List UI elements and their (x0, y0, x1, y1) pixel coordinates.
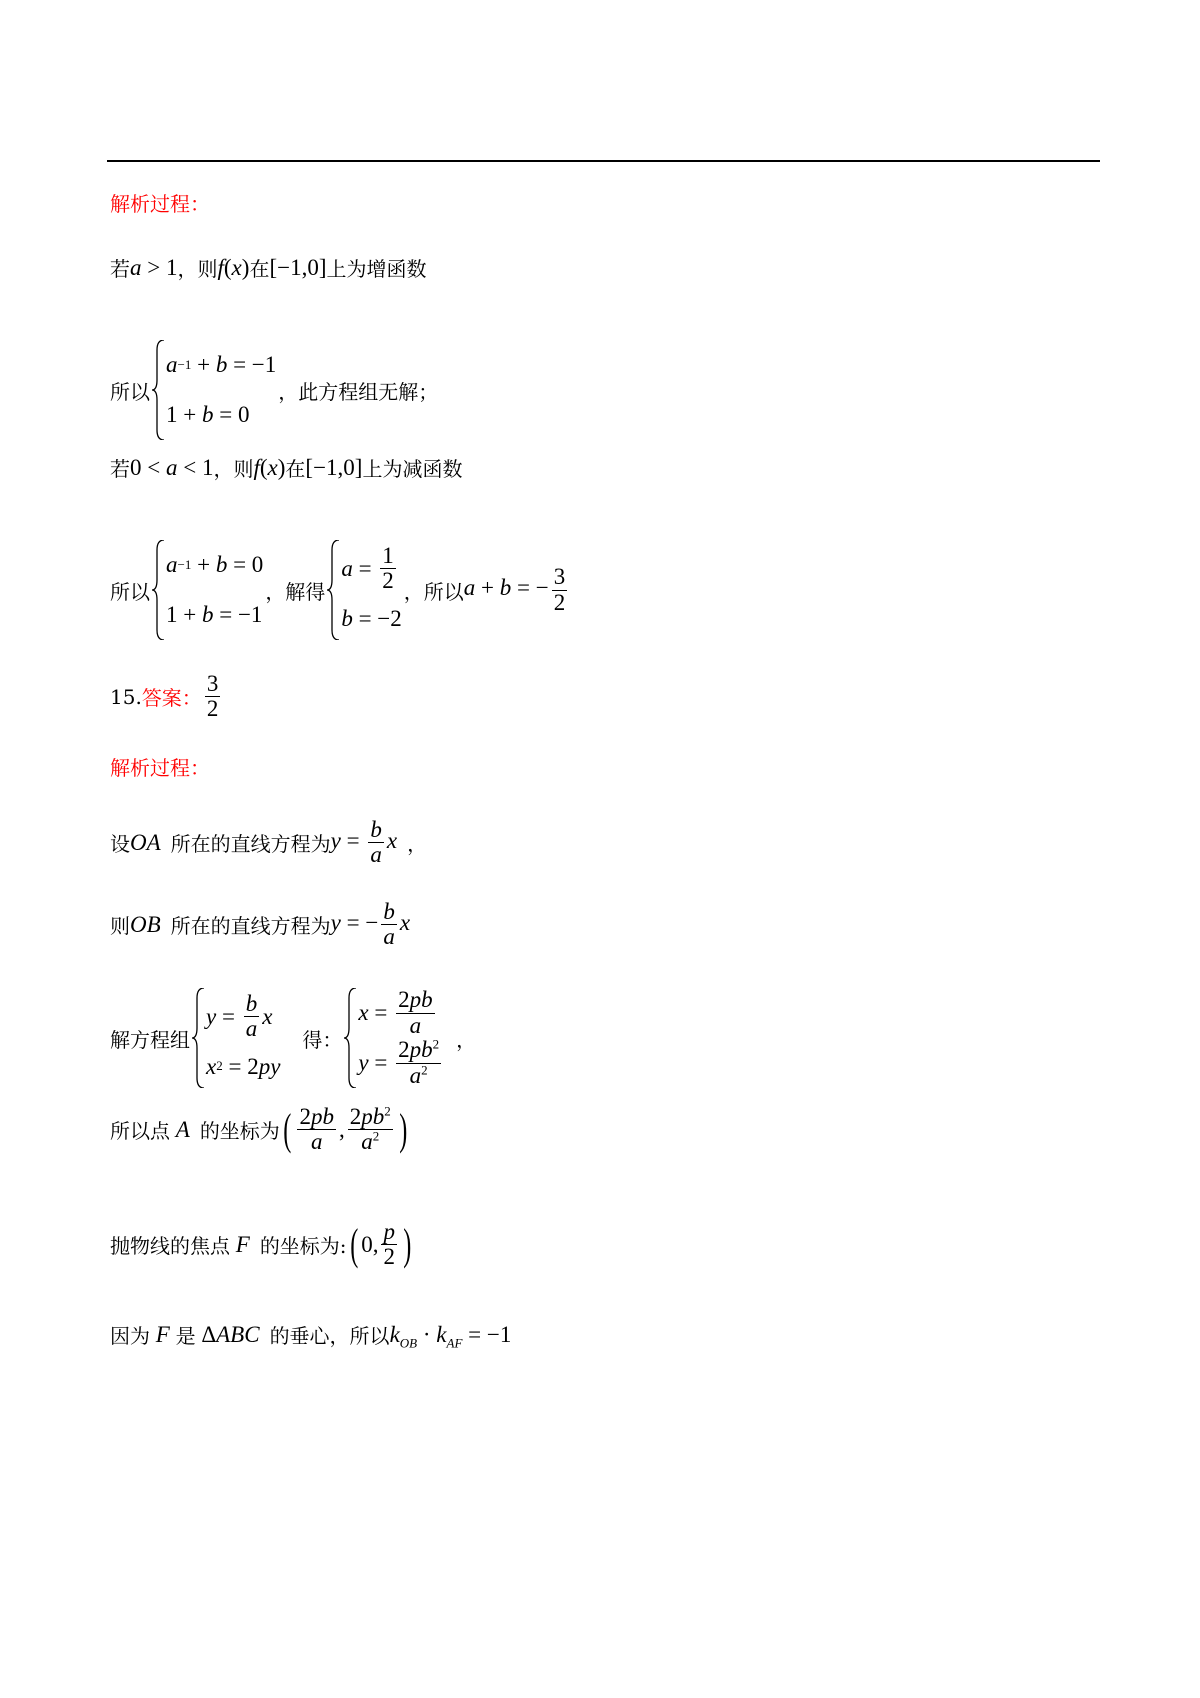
formula: 0 < a < 1 (130, 454, 214, 480)
text: 所以 (110, 379, 150, 404)
formula: OA (130, 829, 161, 855)
system-2-line (110, 540, 570, 640)
equation-system: y = $\frac{b}{a}$ x x 2 = 2 py (192, 988, 280, 1088)
formula: a > 1 (130, 254, 178, 280)
text: 在 (285, 457, 306, 481)
formula: f(x) (217, 254, 250, 280)
formula: [−1,0] (269, 254, 327, 280)
formula: y = − $\frac{b}{a}$ x (330, 899, 411, 950)
text: 若 (110, 257, 130, 281)
analysis-heading: 解析过程： (110, 756, 210, 780)
text: ，则 (177, 257, 218, 281)
text: 所以点 (110, 1119, 170, 1144)
formula: F (150, 1321, 176, 1347)
answer-number: 15. (110, 684, 142, 709)
analysis-heading: 解析过程： (110, 192, 210, 216)
orthocenter-line (110, 1320, 511, 1349)
text: 得： (302, 1027, 343, 1052)
formula: ΔABC (195, 1321, 260, 1347)
text: 的坐标为: (259, 1234, 347, 1259)
answer-fraction: $\frac{3}{2}$ (206, 671, 219, 722)
text: ， (456, 1027, 477, 1052)
line-ob (110, 900, 410, 949)
text: ，此方程组无解； (278, 379, 439, 404)
solution-system: x = $\frac{2pb}{a}$ y = $\frac{2pb^2}{a^2}$ (344, 988, 444, 1088)
solution-system: a = $\frac{1}{2}$ b = −2 (327, 540, 401, 640)
formula: [−1,0] (305, 454, 363, 480)
left-brace-icon (192, 988, 206, 1088)
formula: y = $\frac{b}{a}$ x (330, 817, 398, 868)
left-brace-icon (152, 340, 166, 440)
text: 所在的直线方程为 (170, 832, 331, 857)
coordinate-formula: ( $\frac{2pb}{a}$ , $\frac{2pb^2}{a^2}$ ) (283, 1103, 408, 1155)
text: 设 (110, 832, 130, 857)
text: 上为减函数 (362, 457, 463, 481)
left-brace-icon (344, 988, 358, 1088)
text: 因为 (110, 1324, 150, 1348)
text: ， (407, 832, 428, 857)
text: ，解得 (265, 579, 326, 604)
formula: F (230, 1231, 250, 1257)
left-brace-icon (327, 540, 341, 640)
solve-system-line (110, 988, 476, 1088)
formula: OB (130, 911, 161, 937)
coordinate-formula: ( 0, $\frac{p}{2}$ ) (349, 1219, 412, 1270)
text: 所在的直线方程为 (170, 914, 331, 939)
text: 解方程组 (110, 1027, 190, 1052)
line-oa (110, 818, 427, 867)
text: 所以 (110, 579, 150, 604)
point-a-line (110, 1105, 410, 1154)
text: 的坐标为 (199, 1119, 280, 1144)
equation-system: a −1 + b = −1 1 + b = 0 (152, 340, 276, 440)
text: 若 (110, 457, 130, 481)
formula: $k_{OB} \cdot k_{AF} = -1$ (389, 1321, 512, 1351)
text: 则 (110, 914, 130, 939)
answer-line (110, 672, 223, 721)
formula: a + b = − $\frac{3}{2}$ (463, 564, 566, 615)
formula: f(x) (253, 454, 286, 480)
text: 在 (249, 257, 270, 281)
left-brace-icon (152, 540, 166, 640)
text: 抛物线的焦点 (110, 1234, 230, 1259)
text: 是 (175, 1324, 196, 1348)
system-1-line (110, 340, 438, 440)
case-a-greater-1 (110, 253, 426, 282)
case-a-between (110, 453, 462, 482)
answer-label: 答案： (141, 686, 202, 711)
text: ，所以 (403, 579, 464, 604)
text: 上为增函数 (326, 257, 427, 281)
equation-system: a −1 + b = 0 1 + b = −1 (152, 540, 263, 640)
header-rule (107, 160, 1100, 162)
focus-line (110, 1220, 415, 1269)
text: 的垂心，所以 (269, 1324, 390, 1348)
text: ，则 (213, 457, 254, 481)
formula: A (170, 1116, 190, 1142)
